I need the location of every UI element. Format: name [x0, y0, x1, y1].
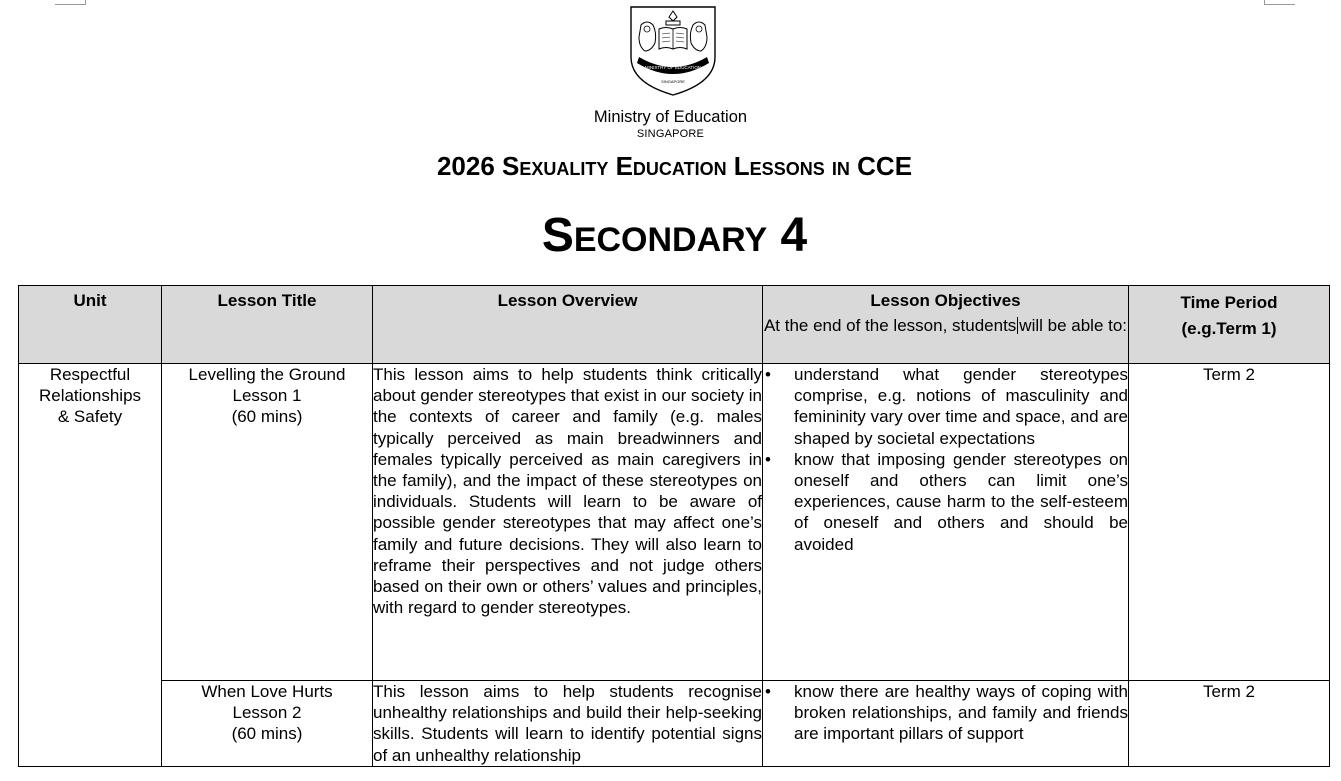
lesson-title: Levelling the Ground — [188, 365, 346, 384]
column-header-lesson-title: Lesson Title — [162, 286, 373, 364]
document-title: 2026 Sexuality Education Lessons in CCE — [436, 151, 913, 181]
ministry-name: Ministry of Education — [593, 108, 748, 126]
lessons-table — [18, 285, 1330, 767]
lesson-objectives-cell — [763, 364, 1129, 681]
lesson-objectives-cell — [763, 681, 1129, 767]
objectives-list — [763, 681, 1128, 745]
lesson-number: Lesson 2 — [232, 703, 302, 723]
svg-text:MINISTRY OF EDUCATION: MINISTRY OF EDUCATION — [644, 65, 702, 70]
time-period-cell: Term 2 — [1129, 364, 1330, 681]
objectives-list — [763, 364, 1128, 555]
objective-item: • know that imposing gender stereotypes on oneself and others can limit one’s experiences, cause harm to the self-esteem of oneself and others and should be avoided — [763, 449, 1128, 555]
lesson-title-cell — [162, 364, 373, 681]
lesson-number: Lesson 1 — [232, 386, 302, 406]
ministry-country: SINGAPORE — [636, 128, 705, 140]
table-row — [19, 681, 1330, 767]
lesson-overview-cell: This lesson aims to help students think critically about gender stereotypes that exist in our society in the contexts of career and family (e.g. males typically perceived as main breadwinners and females typically perceived as main caregivers in the family), and the impact of these stereotypes on individuals. Students will learn to be aware of possible gender stereotypes that may affect one’s family and future decisions. They will also learn to reframe their perspectives and not judge others based on their own or others’ values and principles, with regard to gender stereotypes. — [373, 364, 763, 681]
table-row — [19, 364, 1330, 681]
lesson-duration: (60 mins) — [231, 407, 303, 427]
column-header-unit: Unit — [19, 286, 162, 364]
lesson-objectives-subheading: At the end of the lesson, students will be able to: — [763, 316, 1128, 336]
crop-mark-top-right — [1264, 0, 1295, 5]
lesson-title: When Love Hurts — [201, 682, 333, 701]
objective-item: • understand what gender stereotypes comprise, e.g. notions of masculinity and femininity vary over time and space, and are shaped by societal expectations — [763, 364, 1128, 449]
lesson-overview-cell: This lesson aims to help students recognise unhealthy relationships and build their help-seeking skills. Students will learn to identify potential signs of an unhealthy relationship — [373, 682, 762, 765]
moe-crest-icon — [629, 5, 717, 97]
time-period-cell: Term 2 — [1129, 681, 1330, 767]
column-header-time-period: Time Period (e.g.Term 1) — [1129, 286, 1330, 364]
svg-text:SINGAPORE: SINGAPORE — [661, 79, 685, 84]
column-header-lesson-overview: Lesson Overview — [373, 286, 763, 364]
unit-cell: Respectful Relationships & Safety — [19, 364, 162, 767]
lesson-title-cell — [162, 681, 373, 767]
lesson-duration: (60 mins) — [231, 724, 303, 744]
column-header-lesson-objectives: Lesson Objectives At the end of the lesson, students will be able to: — [763, 286, 1129, 364]
objective-item: • know there are healthy ways of coping with broken relationships, and family and friends are important pillars of support — [763, 681, 1128, 745]
document-subtitle: Secondary 4 — [541, 209, 808, 262]
crop-mark-top-left — [55, 0, 86, 5]
table-header-row — [19, 286, 1330, 364]
